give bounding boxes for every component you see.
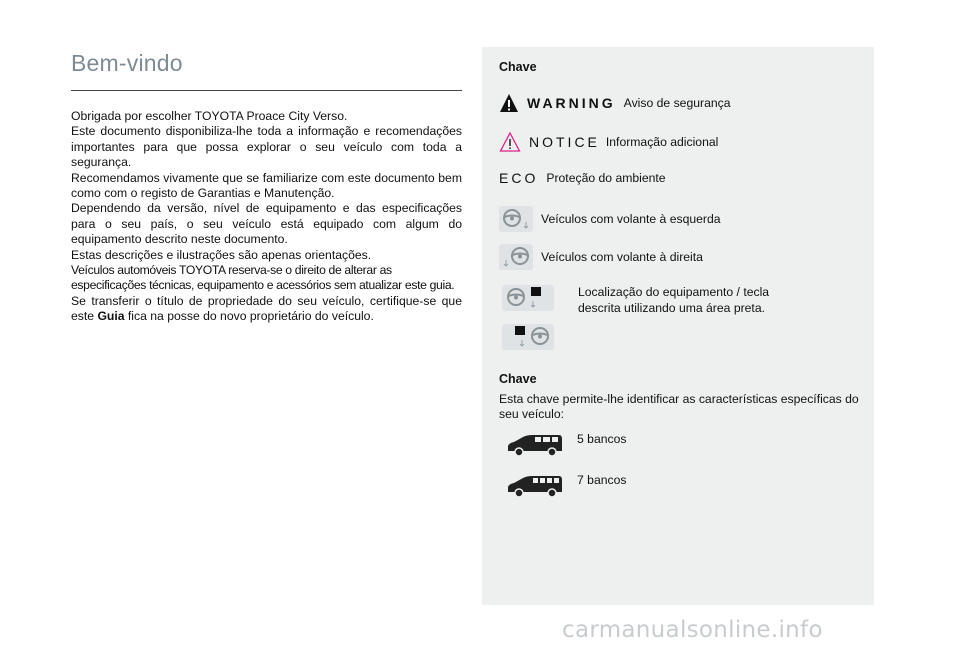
seats5-row <box>505 432 626 458</box>
seats7-row <box>505 473 626 499</box>
location-tile-left <box>502 285 554 311</box>
paragraph: Estas descrições e ilustrações são apenas orientações. <box>71 247 372 262</box>
key-panel <box>482 47 874 605</box>
guide-bold: Guia <box>97 309 125 324</box>
rhd-tile <box>499 244 533 270</box>
watermark: carmanualsonline.info <box>562 617 823 643</box>
seats7-text: 7 bancos <box>577 473 627 487</box>
lhd-row <box>499 206 721 232</box>
page-title: Bem-vindo <box>71 50 183 76</box>
warning-row <box>499 93 731 113</box>
location-tile-right <box>502 324 554 350</box>
eco-word: ECO <box>499 170 539 186</box>
paragraph: Recomendamos vivamente que se familiarize com este documento bem como com o registo de Garantias e Manutenção. <box>71 170 462 201</box>
warning-text: Aviso de segurança <box>623 96 731 110</box>
van-5-seats-icon <box>505 432 565 458</box>
welcome-body <box>71 109 462 325</box>
van-7-seats-icon <box>505 473 565 499</box>
rhd-text: Veículos com volante à direita <box>541 250 703 264</box>
welcome-section <box>71 50 462 325</box>
steering-wheel-location-left-icon <box>502 285 558 311</box>
warning-triangle-icon <box>499 93 519 113</box>
location-tile-left-bg <box>502 285 554 311</box>
paragraph: Obrigada por escolher TOYOTA Proace City Verso. <box>71 109 348 123</box>
steering-wheel-right-icon <box>499 244 533 270</box>
paragraph-ownership <box>71 294 462 325</box>
eco-text: Proteção do ambiente <box>546 171 666 185</box>
title-divider <box>71 90 462 91</box>
paragraph: Este documento disponibiliza-lhe toda a informação e recomendações importantes para que possa explorar o seu veículo com toda a segurança. <box>71 124 462 170</box>
seats5-text: 5 bancos <box>577 432 627 446</box>
vehicle-key-text: Esta chave permite-lhe identificar as características específicas do seu veículo: <box>499 392 859 422</box>
notice-text: Informação adicional <box>605 135 719 149</box>
vehicle-key-section <box>499 372 859 423</box>
lhd-tile <box>499 206 533 232</box>
notice-row <box>499 131 718 153</box>
lhd-text: Veículos com volante à esquerda <box>541 212 721 226</box>
paragraph: Veículos automóveis TOYOTA reserva-se o direito de alterar as especificações técnicas, equipamento e acessórios sem atualizar este guia. <box>71 263 455 293</box>
notice-word: NOTICE <box>529 134 600 150</box>
notice-triangle-icon <box>499 131 521 153</box>
vehicle-key-title: Chave <box>499 372 537 386</box>
location-tile-right-bg <box>502 324 554 350</box>
rhd-row <box>499 244 703 270</box>
warning-word: WARNING <box>527 95 616 111</box>
key-title: Chave <box>499 60 537 74</box>
steering-wheel-left-icon <box>499 206 533 232</box>
location-text: Localização do equipamento / tecla descrita utilizando uma área preta. <box>578 285 770 315</box>
paragraph: Dependendo da versão, nível de equipamento e das especificações para o seu país, o seu veículo está equipado com algum do equipamento descrito neste documento. <box>71 201 462 247</box>
eco-row <box>499 170 666 186</box>
steering-wheel-location-right-icon <box>502 324 558 350</box>
ownership-text-end: fica na posse do novo proprietário do veículo. <box>124 309 374 324</box>
ownership-text: Se transferir o título de propriedade do seu veículo, certifique-se que este <box>71 293 462 324</box>
